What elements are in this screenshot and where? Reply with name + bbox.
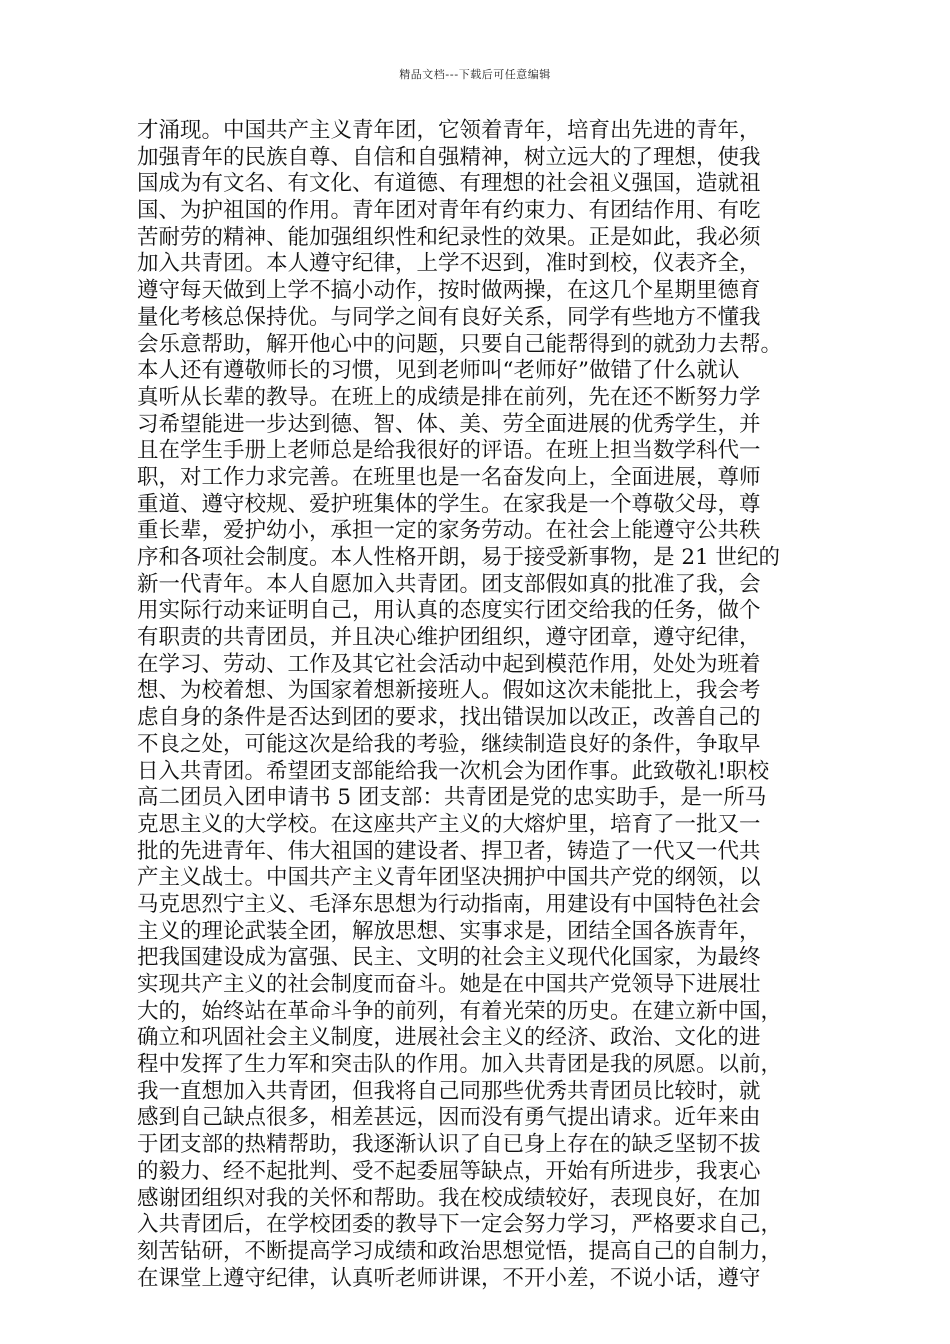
body-text-line: 用实际行动来证明自己，用认真的态度实行团交给我的任务，做个 bbox=[137, 598, 761, 624]
body-text-line: 虑自身的条件是否达到团的要求，找出错误加以改正，改善自己的 bbox=[137, 705, 761, 731]
body-text-line: 感到自己缺点很多，相差甚远，因而没有勇气提出请求。近年来由 bbox=[137, 1105, 761, 1131]
body-text-line: 主义的理论武装全团，解放思想、实事求是，团结全国各族青年， bbox=[137, 918, 761, 944]
body-text-line: 把我国建设成为富强、民主、文明的社会主义现代化国家，为最终 bbox=[137, 945, 761, 971]
body-text-line: 程中发挥了生力军和突击队的作用。加入共青团是我的夙愿。以前， bbox=[137, 1052, 783, 1078]
body-text-line: 在学习、劳动、工作及其它社会活动中起到模范作用，处处为班着 bbox=[137, 651, 761, 677]
body-text-line: 高二团员入团申请书 5 团支部：共青团是党的忠实助手，是一所马 bbox=[137, 785, 767, 811]
body-text-line: 确立和巩固社会主义制度，进展社会主义的经济、政治、文化的进 bbox=[137, 1025, 761, 1051]
body-text-line: 习希望能进一步达到德、智、体、美、劳全面进展的优秀学生，并 bbox=[137, 411, 761, 437]
body-text-line: 国、为护祖国的作用。青年团对青年有约束力、有团结作用、有吃 bbox=[137, 198, 761, 224]
body-text-line: 职，对工作力求完善。在班里也是一名奋发向上，全面进展，尊师 bbox=[137, 464, 761, 490]
body-text-line: 刻苦钻研，不断提高学习成绩和政治思想觉悟，提高自己的自制力， bbox=[137, 1238, 783, 1264]
body-text-line: 产主义战士。中国共产主义青年团坚决拥护中国共产党的纲领，以 bbox=[137, 865, 761, 891]
body-text-line: 入共青团后，在学校团委的教导下一定会努力学习，严格要求自己， bbox=[137, 1212, 783, 1238]
body-text-line: 量化考核总保持优。与同学之间有良好关系，同学有些地方不懂我 bbox=[137, 304, 761, 330]
body-text-line: 才涌现。中国共产主义青年团，它领着青年，培育出先进的青年， bbox=[137, 118, 761, 143]
header-note: 精品文档---下载后可任意编辑 bbox=[399, 68, 551, 81]
body-text bbox=[137, 118, 827, 1292]
body-text-line: 大的，始终站在革命斗争的前列，有着光荣的历史。在建立新中国， bbox=[137, 998, 783, 1024]
body-text-line: 想、为校着想、为国家着想新接班人。假如这次未能批上，我会考 bbox=[137, 678, 761, 704]
body-text-line: 重道、遵守校规、爱护班集体的学生。在家我是一个尊敬父母，尊 bbox=[137, 491, 761, 517]
body-text-line: 且在学生手册上老师总是给我很好的评语。在班上担当数学科代一 bbox=[137, 438, 761, 464]
body-text-line: 克思主义的大学校。在这座共产主义的大熔炉里，培育了一批又一 bbox=[137, 811, 761, 837]
body-text-line: 加入共青团。本人遵守纪律，上学不迟到，准时到校，仪表齐全， bbox=[137, 251, 761, 277]
body-text-line: 的毅力、经不起批判、受不起委屈等缺点，开始有所进步，我衷心 bbox=[137, 1158, 761, 1184]
body-text-line: 不良之处，可能这次是给我的考验，继续制造良好的条件，争取早 bbox=[137, 731, 761, 757]
body-text-line: 加强青年的民族自尊、自信和自强精神，树立远大的了理想，使我 bbox=[137, 144, 761, 170]
body-text-line: 在课堂上遵守纪律，认真听老师讲课，不开小差，不说小话，遵守 bbox=[137, 1265, 761, 1291]
body-text-line: 真听从长辈的教导。在班上的成绩是排在前列，先在还不断努力学 bbox=[137, 384, 761, 410]
body-text-line: 重长辈，爱护幼小，承担一定的家务劳动。在社会上能遵守公共秩 bbox=[137, 518, 761, 544]
body-text-line: 实现共产主义的社会制度而奋斗。她是在中国共产党领导下进展壮 bbox=[137, 972, 761, 997]
body-text-line: 新一代青年。本人自愿加入共青团。团支部假如真的批准了我，会 bbox=[137, 571, 761, 597]
body-text-line: 本人还有遵敬师长的习惯，见到老师叫“老师好”做错了什么就认 bbox=[137, 358, 740, 384]
body-text-line: 有职责的共青团员，并且决心维护团组织，遵守团章，遵守纪律， bbox=[137, 625, 761, 651]
body-text-line: 马克思烈宁主义、毛泽东思想为行动指南，用建设有中国特色社会 bbox=[137, 891, 761, 917]
body-text-line: 国成为有文名、有文化、有道德、有理想的社会祖义强国，造就祖 bbox=[137, 171, 761, 197]
body-text-line: 批的先进青年、伟大祖国的建设者、捍卫者，铸造了一代又一代共 bbox=[137, 838, 761, 864]
body-text-line: 序和各项社会制度。本人性格开朗，易于接受新事物，是 21 世纪的 bbox=[137, 545, 781, 570]
body-text-line: 感谢团组织对我的关怀和帮助。我在校成绩较好，表现良好，在加 bbox=[137, 1185, 761, 1211]
body-text-line: 遵守每天做到上学不搞小动作，按时做两操，在这几个星期里德育 bbox=[137, 278, 761, 304]
body-text-line: 苦耐劳的精神、能加强组织性和纪录性的效果。正是如此，我必须 bbox=[137, 224, 761, 250]
body-text-line: 于团支部的热精帮助，我逐渐认识了自已身上存在的缺乏坚韧不拔 bbox=[137, 1132, 761, 1158]
body-text-line: 我一直想加入共青团，但我将自己同那些优秀共青团员比较时，就 bbox=[137, 1078, 761, 1104]
body-text-line: 会乐意帮助，解开他心中的问题，只要自己能帮得到的就劲力去帮。 bbox=[137, 331, 783, 357]
body-text-line: 日入共青团。希望团支部能给我一次机会为团作事。此致敬礼!职校 bbox=[137, 758, 770, 784]
